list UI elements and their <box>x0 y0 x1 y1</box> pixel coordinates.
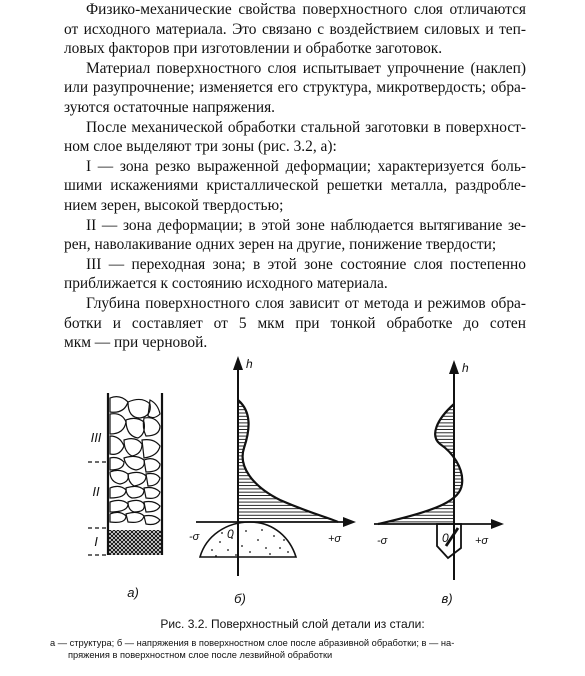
sigma-axis-arrow-cutting <box>491 519 504 529</box>
origin-label-abrasive: 0 <box>227 527 234 541</box>
subfigure-label-a: а) <box>127 585 139 600</box>
figure-legend-line-2: пряжения в поверхностном слое после лезвийной обработки <box>68 650 333 660</box>
subfigure-label-v: в) <box>441 591 453 606</box>
text-line: рен, наволакивание одних зерен на другие, понижение твердости; <box>64 236 497 254</box>
text-line: шими искажениями кристаллической решетки металла, раздробле- <box>64 177 526 195</box>
text-line: Глубина поверхностного слоя зависит от метода и режимов обра- <box>86 294 526 312</box>
zone-label-1: I <box>94 534 98 549</box>
minus-sigma-label-cutting: -σ <box>377 535 388 547</box>
text-line: зуются остаточные напряжения. <box>64 98 276 116</box>
sigma-axis-arrow-abrasive <box>343 517 356 527</box>
text-line: ном слое выделяют три зоны (рис. 3.2, а): <box>64 138 337 156</box>
figure-legend <box>50 637 555 661</box>
figure-legend-line-1: а — структура; б — напряжения в поверхностном слое после абразивной обработки; в — на- <box>50 638 455 648</box>
zone-label-2: II <box>92 484 100 499</box>
plus-sigma-label-cutting: +σ <box>475 535 489 547</box>
h-label-abrasive: h <box>246 357 253 371</box>
stress-fill-cutting <box>378 404 462 524</box>
text-line: приближается к состоянию исходного материала. <box>64 275 388 293</box>
plus-sigma-label-abrasive: +σ <box>328 533 342 545</box>
text-line: III — переходная зона; в этой зоне состояние слоя постепенно <box>86 255 526 273</box>
h-label-cutting: h <box>462 361 469 375</box>
text-line: Материал поверхностного слоя испытывает упрочнение (наклеп) <box>86 59 526 77</box>
h-axis-arrow-cutting <box>449 360 459 374</box>
text-line: ловых факторов при изготовлении и обработке заготовок. <box>64 40 443 58</box>
structure-diagram <box>88 393 162 600</box>
workpiece-dome <box>200 522 296 557</box>
figure-caption: Рис. 3.2. Поверхностный слой детали из стали: <box>160 617 425 631</box>
origin-label-cutting: 0 <box>442 531 449 545</box>
grains-zone-3 <box>110 397 160 458</box>
text-line: Физико-механические свойства поверхностного слоя отличаются <box>86 1 526 18</box>
text-line: нием зерен, высокой твердостью; <box>64 196 284 214</box>
text-line: ботки и составляет от 5 мкм при тонкой обработке до сотен <box>64 314 526 332</box>
stress-diagram-abrasive <box>189 356 356 606</box>
zone-1-hatch <box>109 530 161 555</box>
text-line: II — зона деформации; в этой зоне наблюдается вытягивание зе- <box>86 216 526 234</box>
minus-sigma-label-abrasive: -σ <box>189 531 200 543</box>
stress-diagram-cutting <box>374 360 504 606</box>
text-line: мкм — при черновой. <box>64 334 208 352</box>
subfigure-label-b: б) <box>234 591 246 606</box>
text-line: I — зона резко выраженной деформации; характеризуется боль- <box>86 157 526 175</box>
grains-zone-2 <box>110 456 160 524</box>
text-line: от исходного материала. Это связано с воздействием силовых и теп- <box>64 20 526 38</box>
text-line: или разупрочнение; изменяется его структура, микротвердость; обра- <box>64 79 526 97</box>
h-axis-arrow-abrasive <box>233 356 243 370</box>
text-line: После механической обработки стальной заготовки в поверхност- <box>86 118 526 136</box>
zone-label-3: III <box>90 430 102 445</box>
